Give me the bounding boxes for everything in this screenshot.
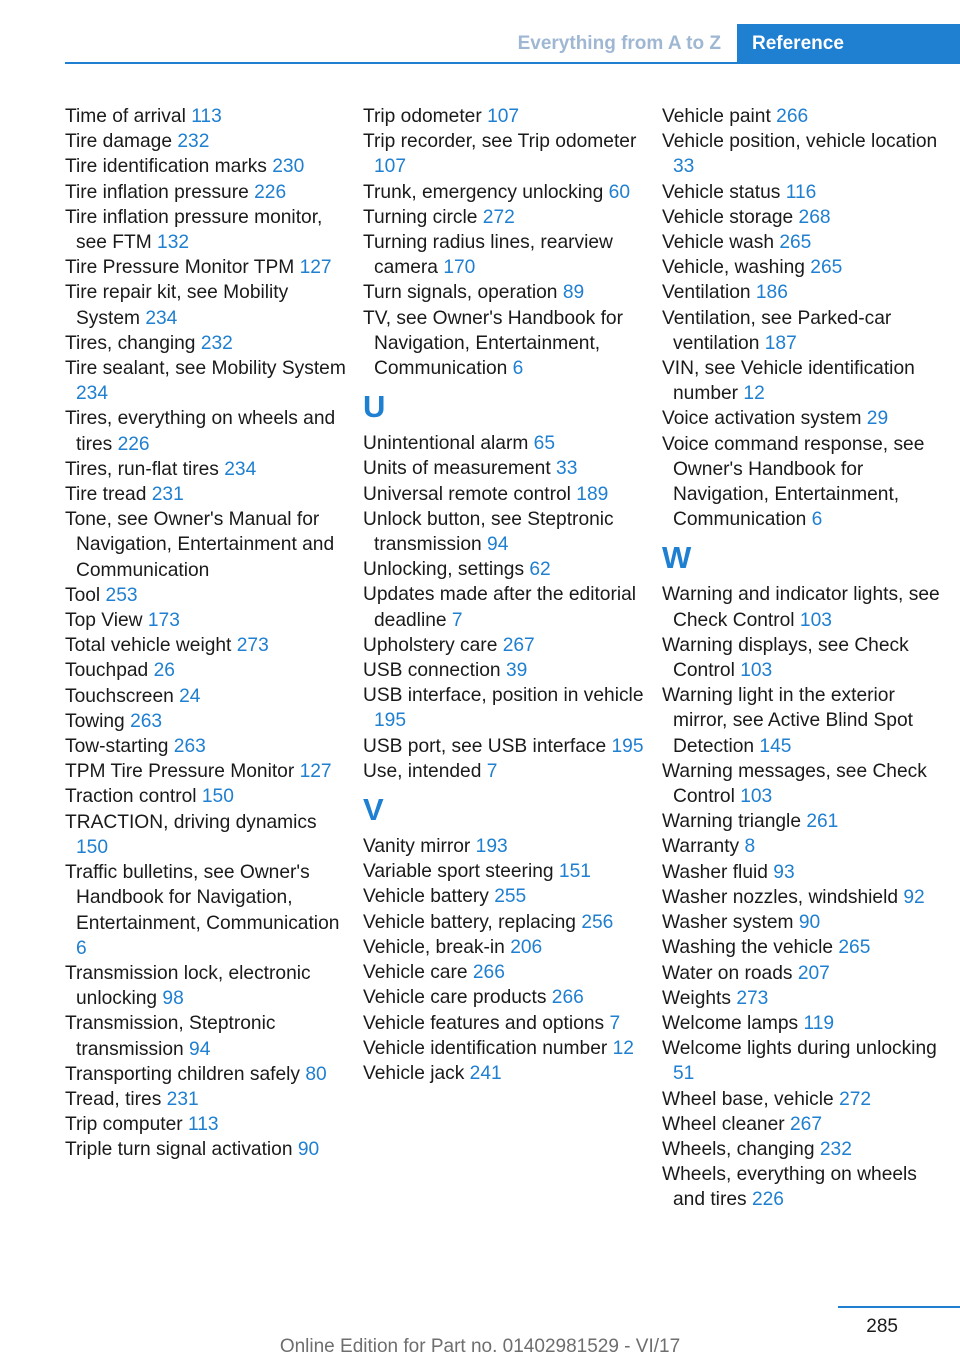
page-reference-link[interactable]: 113 xyxy=(188,1114,219,1136)
page-reference-link[interactable]: 226 xyxy=(254,181,287,203)
index-entry xyxy=(363,557,648,582)
page-reference-link[interactable]: 107 xyxy=(374,156,407,178)
index-term: USB interface, position in vehicle xyxy=(363,685,644,707)
index-entry xyxy=(363,306,648,382)
page-reference-link[interactable]: 92 xyxy=(903,886,925,908)
index-entry xyxy=(363,280,648,305)
index-entry xyxy=(65,406,350,456)
page-reference-link[interactable]: 89 xyxy=(562,282,585,304)
page-reference-link[interactable]: 90 xyxy=(798,912,821,934)
header-tab-reference: Reference xyxy=(737,24,960,63)
index-entry xyxy=(363,633,648,658)
index-entry xyxy=(662,280,947,305)
index-entry xyxy=(662,104,947,129)
section-letter: W xyxy=(662,540,692,576)
index-entry xyxy=(65,633,350,658)
page-reference-link[interactable]: 113 xyxy=(191,106,222,127)
index-term: Tire repair kit, see Mobility System xyxy=(65,282,289,329)
index-entry xyxy=(363,104,648,129)
index-term: Ventilation xyxy=(662,282,751,304)
page-reference-link[interactable]: 193 xyxy=(475,836,508,858)
index-term: Universal remote control xyxy=(363,483,571,505)
section-letter: U xyxy=(363,389,386,425)
index-term: Use, intended xyxy=(363,760,482,782)
page-reference-link[interactable]: 6 xyxy=(76,937,87,959)
index-entry xyxy=(662,885,947,910)
index-entry xyxy=(65,658,350,683)
index-entry xyxy=(363,834,648,859)
index-term: Unlock button, see Steptronic transmission xyxy=(363,508,614,556)
index-term: Voice activation system xyxy=(662,408,862,430)
index-term: Vehicle paint xyxy=(662,106,771,127)
page-reference-link[interactable]: 12 xyxy=(743,383,765,405)
index-term: Traffic bulletins, see Owner's Handbook for Navigation, Entertainment, Communication xyxy=(65,862,340,934)
page-reference-link[interactable]: 253 xyxy=(105,584,138,606)
page-reference-link[interactable]: 7 xyxy=(451,609,463,631)
index-entry xyxy=(363,1011,648,1036)
index-term: Transporting children safely xyxy=(65,1063,300,1085)
index-entry xyxy=(363,658,648,683)
index-entry xyxy=(65,1112,350,1137)
page-reference-link[interactable]: 273 xyxy=(736,987,769,1009)
index-entry xyxy=(662,1112,947,1137)
page-reference-link[interactable]: 24 xyxy=(179,685,201,707)
index-term: Transmission lock, electronic unlocking xyxy=(65,962,311,1010)
index-term: Warning displays, see Check Control xyxy=(662,634,909,682)
page-reference-link[interactable]: 119 xyxy=(803,1012,835,1034)
page-reference-link[interactable]: 265 xyxy=(838,937,871,959)
page-reference-link[interactable]: 226 xyxy=(117,433,150,455)
index-entry xyxy=(65,205,350,255)
index-term: Towing xyxy=(65,710,125,732)
index-term: Washing the vehicle xyxy=(662,937,834,959)
index-term: Touchpad xyxy=(65,660,149,682)
index-term: Unlocking, settings xyxy=(363,559,525,581)
page-reference-link[interactable]: 267 xyxy=(502,634,535,656)
index-entry xyxy=(363,859,648,884)
index-term: Trip odometer xyxy=(363,106,482,127)
page-reference-link[interactable]: 206 xyxy=(510,936,543,958)
page-reference-link[interactable]: 51 xyxy=(673,1063,695,1085)
index-term: Variable sport steering xyxy=(363,861,554,883)
index-term: Wheels, changing xyxy=(662,1138,815,1160)
index-entry xyxy=(662,129,947,179)
index-term: Upholstery care xyxy=(363,634,498,656)
index-entry xyxy=(662,809,947,834)
index-entry xyxy=(662,759,947,809)
page-reference-link[interactable]: 94 xyxy=(189,1038,211,1060)
index-entry xyxy=(65,1137,350,1162)
index-term: Welcome lamps xyxy=(662,1012,799,1034)
index-entry xyxy=(662,834,947,859)
index-entry xyxy=(65,104,350,129)
index-term: Weights xyxy=(662,987,731,1009)
page-reference-link[interactable]: 151 xyxy=(558,861,591,883)
page-reference-link[interactable]: 263 xyxy=(130,710,163,732)
index-entry xyxy=(363,180,648,205)
index-term: Vehicle care xyxy=(363,962,468,984)
index-term: Vehicle, washing xyxy=(662,257,805,279)
index-entry xyxy=(65,608,350,633)
index-term: Top View xyxy=(65,610,143,632)
index-term: Total vehicle weight xyxy=(65,635,232,657)
page-reference-link[interactable]: 6 xyxy=(811,509,823,531)
index-term: Tread, tires xyxy=(65,1088,162,1110)
page-reference-link[interactable]: 6 xyxy=(512,358,524,380)
index-term: Washer system xyxy=(662,912,794,934)
index-term: Tire tread xyxy=(65,484,147,506)
index-term: Warning triangle xyxy=(662,811,801,833)
index-entry xyxy=(662,1162,947,1212)
page-reference-link[interactable]: 232 xyxy=(819,1138,852,1160)
index-term: Tire Pressure Monitor TPM xyxy=(65,257,295,279)
page-reference-link[interactable]: 90 xyxy=(297,1139,320,1161)
index-entry xyxy=(65,810,350,860)
index-entry xyxy=(363,759,648,784)
index-term: Warning messages, see Check Control xyxy=(662,760,927,808)
index-term: TPM Tire Pressure Monitor xyxy=(65,761,295,783)
index-entry xyxy=(65,860,350,961)
index-entry xyxy=(662,255,947,280)
page-reference-link[interactable]: 255 xyxy=(494,886,527,908)
index-term: Trip computer xyxy=(65,1114,183,1136)
index-term: Vehicle battery xyxy=(363,886,489,908)
index-entry xyxy=(662,1011,947,1036)
page-reference-link[interactable]: 187 xyxy=(764,332,797,354)
index-entry xyxy=(662,180,947,205)
index-entry xyxy=(65,583,350,608)
index-entry xyxy=(363,884,648,909)
index-entry xyxy=(363,935,648,960)
index-term: Touchscreen xyxy=(65,685,174,707)
index-term: Tire sealant, see Mobility System xyxy=(65,358,346,380)
page-reference-link[interactable]: 234 xyxy=(224,458,257,480)
index-entry xyxy=(363,960,648,985)
page-reference-link[interactable]: 33 xyxy=(673,156,695,178)
index-entry xyxy=(65,684,350,709)
index-term: Trunk, emergency unlocking xyxy=(363,181,604,203)
page-reference-link[interactable]: 65 xyxy=(533,433,556,455)
index-term: Trip recorder, see Trip odometer xyxy=(363,131,637,153)
index-entry xyxy=(363,734,648,759)
index-term: Ventilation, see Parked-car ventilation xyxy=(662,307,892,354)
index-term: Vehicle storage xyxy=(662,206,794,228)
footer-rule xyxy=(838,1306,960,1308)
page-reference-link[interactable]: 98 xyxy=(162,988,184,1010)
page-reference-link[interactable]: 186 xyxy=(755,282,788,304)
index-term: Transmission, Steptronic transmission xyxy=(65,1013,276,1060)
index-term: Turning radius lines, rearview camera xyxy=(363,232,613,279)
index-term: Unintentional alarm xyxy=(363,433,529,455)
edition-footer: Online Edition for Part no. 01402981529 - VI/17 xyxy=(279,1336,681,1357)
page-reference-link[interactable]: 226 xyxy=(751,1189,784,1211)
index-term: Washer nozzles, windshield xyxy=(662,886,899,908)
page-reference-link[interactable]: 195 xyxy=(374,710,407,732)
page-reference-link[interactable]: 132 xyxy=(157,232,190,254)
page-reference-link[interactable]: 39 xyxy=(505,660,528,682)
page-reference-link[interactable]: 234 xyxy=(76,383,109,405)
index-entry xyxy=(662,306,947,356)
index-term: Warning light in the exterior mirror, see Active Blind Spot Detection xyxy=(662,685,913,757)
index-term: Updates made after the editorial deadline xyxy=(363,584,637,631)
page-reference-link[interactable]: 94 xyxy=(487,534,509,556)
page-reference-link[interactable]: 265 xyxy=(810,257,843,279)
page-reference-link[interactable]: 231 xyxy=(166,1088,199,1110)
page-reference-link[interactable]: 103 xyxy=(799,609,832,631)
page-reference-link[interactable]: 231 xyxy=(151,484,184,506)
index-column-1 xyxy=(65,104,350,1163)
index-entry xyxy=(65,154,350,179)
index-term: Turn signals, operation xyxy=(363,282,558,304)
page-reference-link[interactable]: 150 xyxy=(201,786,234,808)
index-term: Vehicle jack xyxy=(363,1062,465,1084)
page-reference-link[interactable]: 266 xyxy=(551,987,584,1009)
index-entry xyxy=(65,784,350,809)
index-entry xyxy=(662,683,947,759)
index-term: Tow-starting xyxy=(65,736,169,758)
index-entry xyxy=(662,406,947,431)
index-term: Turning circle xyxy=(363,206,478,228)
index-entry xyxy=(662,230,947,255)
index-term: Vehicle status xyxy=(662,181,781,203)
page-reference-link[interactable]: 103 xyxy=(740,660,773,682)
page-reference-link[interactable]: 116 xyxy=(785,181,817,203)
page-reference-link[interactable]: 173 xyxy=(147,610,180,632)
section-letter: V xyxy=(363,792,384,828)
index-entry xyxy=(662,935,947,960)
index-entry xyxy=(363,1061,648,1086)
page-reference-link[interactable]: 80 xyxy=(305,1063,327,1085)
page-reference-link[interactable]: 145 xyxy=(759,735,792,757)
index-entry xyxy=(662,910,947,935)
index-entry xyxy=(363,205,648,230)
page-reference-link[interactable]: 232 xyxy=(200,332,233,354)
page-reference-link[interactable]: 232 xyxy=(177,131,210,153)
index-entry xyxy=(65,331,350,356)
index-entry xyxy=(65,1087,350,1112)
page-reference-link[interactable]: 7 xyxy=(486,760,498,782)
index-term: Tire inflation pressure monitor, see FTM xyxy=(65,206,323,254)
index-term: Tool xyxy=(65,584,101,606)
index-entry xyxy=(662,633,947,683)
index-entry xyxy=(363,230,648,280)
index-term: Tire damage xyxy=(65,131,173,153)
index-term: Vehicle wash xyxy=(662,232,774,254)
index-entry xyxy=(65,255,350,280)
index-entry xyxy=(65,457,350,482)
index-entry xyxy=(662,1137,947,1162)
index-term: Triple turn signal activation xyxy=(65,1139,293,1161)
page-reference-link[interactable]: 127 xyxy=(299,761,332,783)
index-entry xyxy=(662,356,947,406)
index-term: Welcome lights during unlocking xyxy=(662,1038,937,1060)
page-reference-link[interactable]: 272 xyxy=(839,1088,872,1110)
index-entry xyxy=(662,961,947,986)
index-term: Tone, see Owner's Manual for Navigation, Entertainment and Communication xyxy=(65,509,335,581)
page-reference-link[interactable]: 150 xyxy=(76,836,109,858)
index-entry xyxy=(662,860,947,885)
index-term: VIN, see Vehicle identification number xyxy=(662,358,915,405)
page-reference-link[interactable]: 267 xyxy=(790,1113,823,1135)
index-term: Time of arrival xyxy=(65,106,186,127)
index-entry xyxy=(662,205,947,230)
index-term: Vehicle position, vehicle location xyxy=(662,131,938,153)
page-reference-link[interactable]: 29 xyxy=(866,408,889,430)
index-entry xyxy=(65,482,350,507)
page-reference-link[interactable]: 170 xyxy=(443,257,476,279)
index-entry xyxy=(662,582,947,632)
page-reference-link[interactable]: 60 xyxy=(608,181,630,203)
index-term: Tires, run-flat tires xyxy=(65,458,219,480)
index-entry xyxy=(662,1087,947,1112)
index-column-3 xyxy=(662,104,947,1213)
index-term: USB port, see USB interface xyxy=(363,735,607,757)
page-reference-link[interactable]: 189 xyxy=(576,483,609,505)
index-term: Units of measurement xyxy=(363,458,551,480)
index-term: Wheel base, vehicle xyxy=(662,1088,834,1110)
index-entry xyxy=(65,759,350,784)
page-reference-link[interactable]: 241 xyxy=(469,1062,502,1084)
page-reference-link[interactable]: 234 xyxy=(145,307,178,329)
page-reference-link[interactable]: 103 xyxy=(740,786,773,808)
page-reference-link[interactable]: 261 xyxy=(806,811,839,833)
index-entry xyxy=(363,482,648,507)
index-entry xyxy=(363,431,648,456)
page-reference-link[interactable]: 263 xyxy=(173,736,206,758)
page-reference-link[interactable]: 8 xyxy=(744,836,756,858)
index-entry xyxy=(65,1062,350,1087)
index-term: Traction control xyxy=(65,786,197,808)
index-term: Tires, changing xyxy=(65,332,196,354)
index-entry xyxy=(363,582,648,632)
page-reference-link[interactable]: 268 xyxy=(798,206,831,228)
index-entry xyxy=(65,734,350,759)
page-reference-link[interactable]: 107 xyxy=(487,106,520,127)
index-term: Vehicle care products xyxy=(363,987,547,1009)
index-entry xyxy=(65,180,350,205)
index-entry xyxy=(363,683,648,733)
index-term: Vehicle identification number xyxy=(363,1037,608,1059)
index-term: TRACTION, driving dynamics xyxy=(65,811,317,833)
index-term: Tire inflation pressure xyxy=(65,181,249,203)
index-entry xyxy=(662,1036,947,1086)
index-term: Water on roads xyxy=(662,962,793,984)
index-entry xyxy=(65,1011,350,1061)
index-entry xyxy=(65,961,350,1011)
index-term: Vehicle, break-in xyxy=(363,936,505,958)
index-entry xyxy=(363,910,648,935)
index-term: TV, see Owner's Handbook for Navigation, Entertainment, Communication xyxy=(363,307,623,380)
page-reference-link[interactable]: 256 xyxy=(581,911,614,933)
page-reference-link[interactable]: 266 xyxy=(472,962,505,984)
index-term: Wheel cleaner xyxy=(662,1113,785,1135)
page-reference-link[interactable]: 7 xyxy=(609,1012,621,1034)
page-reference-link[interactable]: 26 xyxy=(153,660,175,682)
page-reference-link[interactable]: 93 xyxy=(773,861,795,883)
page-reference-link[interactable]: 195 xyxy=(611,735,644,757)
index-term: Vanity mirror xyxy=(363,836,471,858)
index-entry xyxy=(363,1036,648,1061)
index-term: Vehicle features and options xyxy=(363,1012,605,1034)
index-term: Warranty xyxy=(662,836,740,858)
index-entry xyxy=(662,432,947,533)
index-term: Warning and indicator lights, see Check Control xyxy=(662,584,940,631)
index-entry xyxy=(363,985,648,1010)
page-reference-link[interactable]: 273 xyxy=(236,635,269,657)
page-reference-link[interactable]: 272 xyxy=(482,206,515,228)
index-term: Tires, everything on wheels and tires xyxy=(65,408,336,455)
index-term: Washer fluid xyxy=(662,861,768,883)
page-reference-link[interactable]: 230 xyxy=(272,156,305,178)
index-term: Tire identification marks xyxy=(65,156,267,178)
index-entry xyxy=(662,986,947,1011)
page-reference-link[interactable]: 12 xyxy=(612,1037,634,1059)
index-term: USB connection xyxy=(363,660,501,682)
index-entry xyxy=(65,356,350,406)
page-reference-link[interactable]: 265 xyxy=(779,232,812,254)
index-entry xyxy=(363,129,648,179)
index-entry xyxy=(363,507,648,557)
index-entry xyxy=(65,507,350,583)
index-entry xyxy=(65,129,350,154)
index-column-2 xyxy=(363,104,648,1086)
page-reference-link[interactable]: 33 xyxy=(556,458,578,480)
header-section-title: Everything from A to Z xyxy=(517,33,721,54)
index-term: Vehicle battery, replacing xyxy=(363,911,576,933)
index-entry xyxy=(65,709,350,734)
page-reference-link[interactable]: 127 xyxy=(299,257,332,279)
index-entry xyxy=(363,456,648,481)
index-term: Wheels, everything on wheels and tires xyxy=(662,1164,917,1211)
page-reference-link[interactable]: 62 xyxy=(529,559,551,581)
page-reference-link[interactable]: 207 xyxy=(797,962,830,984)
page-number: 285 xyxy=(866,1316,898,1337)
index-entry xyxy=(65,280,350,330)
index-term: Voice command response, see Owner's Handbook for Navigation, Entertainment, Communication xyxy=(662,433,925,531)
page-reference-link[interactable]: 266 xyxy=(776,106,809,127)
